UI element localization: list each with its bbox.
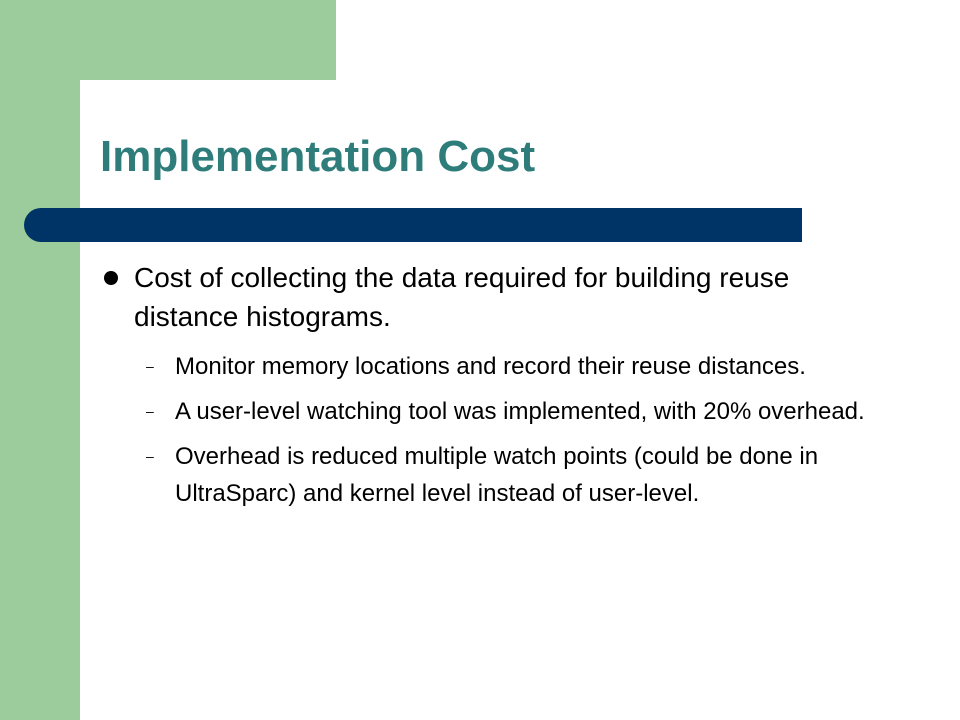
slide-content — [100, 258, 900, 520]
bullet-text: Cost of collecting the data required for building reuse distance histograms. — [134, 262, 790, 332]
bullet-dot-icon — [104, 271, 118, 285]
sub-bullet-item — [100, 348, 900, 385]
sub-bullet-text: Overhead is reduced multiple watch points (could be done in UltraSparc) and kernel level instead of user-level. — [175, 443, 819, 507]
decorative-green-band-top — [0, 0, 336, 80]
sub-bullet-item — [100, 393, 900, 430]
bullet-item — [100, 258, 900, 336]
dash-icon: – — [146, 358, 154, 374]
sub-bullet-item — [100, 438, 900, 512]
sub-bullet-list — [100, 348, 900, 512]
sub-bullet-text: Monitor memory locations and record their reuse distances. — [175, 353, 806, 380]
dash-icon: – — [146, 403, 154, 419]
sub-bullet-text: A user-level watching tool was implemented, with 20% overhead. — [175, 398, 865, 425]
decorative-green-band-left — [0, 0, 80, 720]
dash-icon: – — [146, 448, 154, 464]
title-underline-bar — [24, 208, 802, 242]
slide-title: Implementation Cost — [100, 132, 536, 181]
